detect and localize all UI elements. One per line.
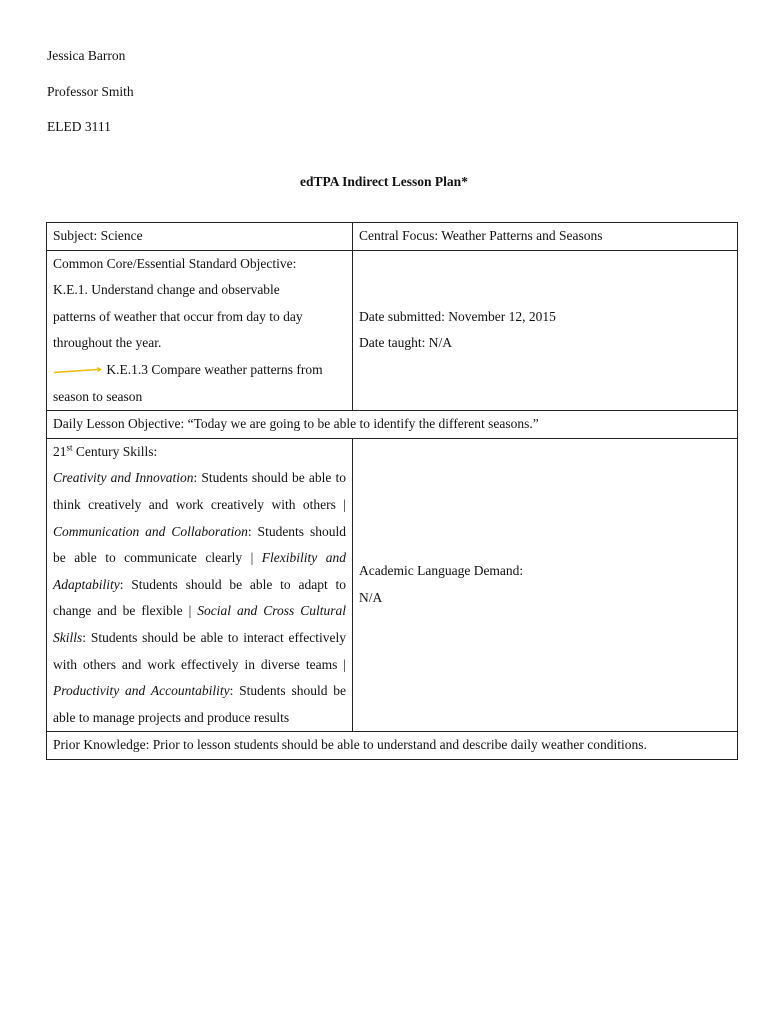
skill-name: Creativity and Innovation [53, 470, 194, 486]
date-submitted: Date submitted: November 12, 2015 [359, 308, 556, 324]
skill-text: : Students should be able to adapt to change and be flexible | [53, 576, 346, 619]
academic-language-value: N/A [359, 590, 383, 606]
skill-text: : Students should be able to manage projects and produce results [53, 683, 346, 725]
daily-objective-cell: Daily Lesson Objective: “Today we are going to be able to identify the different seasons.” [47, 411, 738, 439]
heading-ordinal: st [66, 442, 73, 453]
lesson-plan-table [46, 222, 738, 760]
skill-name: Flexibility and Adaptability [53, 550, 346, 592]
skill-name: Social and Cross Cultural Skills [53, 603, 346, 645]
skill-text: : Students should be able to communicate clearly | [53, 523, 346, 566]
document-title: edTPA Indirect Lesson Plan* [300, 174, 468, 189]
standard-line: patterns of weather that occur from day to day [53, 308, 303, 324]
central-focus-cell: Central Focus: Weather Patterns and Seasons [353, 223, 738, 251]
standard-objective-cell [47, 250, 353, 411]
sub-standard-line: season to season [53, 388, 143, 404]
table-row [47, 223, 738, 251]
century-skills-list [53, 465, 346, 731]
table-row [47, 250, 738, 411]
skill-text: : Students should be able to think creatively and work creatively with others | [53, 470, 346, 512]
professor-name: Professor Smith [47, 84, 134, 99]
standard-heading: Common Core/Essential Standard Objective: [53, 255, 297, 271]
century-skills-heading [53, 439, 346, 466]
date-taught: Date taught: N/A [359, 335, 452, 351]
heading-number: 21 [53, 443, 67, 459]
skill-text: : Students should be able to interact effectively with others and work effectively in diverse teams | [53, 629, 346, 672]
table-row [47, 438, 738, 732]
table-row [47, 732, 738, 760]
table-row [47, 411, 738, 439]
century-skills-cell [47, 438, 353, 732]
prior-knowledge-cell: Prior Knowledge: Prior to lesson students should be able to understand and describe daily weather conditions. [47, 732, 738, 760]
academic-language-label: Academic Language Demand: [359, 563, 524, 579]
student-name: Jessica Barron [47, 48, 126, 63]
academic-language-cell [353, 438, 738, 732]
course-code: ELED 3111 [47, 119, 111, 134]
sub-standard-line [53, 357, 346, 384]
sub-standard-text: K.E.1.3 Compare weather patterns from [106, 361, 323, 377]
dates-cell [353, 250, 738, 411]
standard-line: K.E.1. Understand change and observable [53, 282, 280, 298]
arrow-right-icon [53, 366, 103, 376]
standard-line: throughout the year. [53, 335, 162, 351]
skill-name: Productivity and Accountability [53, 683, 230, 699]
subject-cell: Subject: Science [47, 223, 353, 251]
skill-name: Communication and Collaboration [53, 523, 248, 539]
heading-text: Century Skills: [72, 443, 158, 459]
